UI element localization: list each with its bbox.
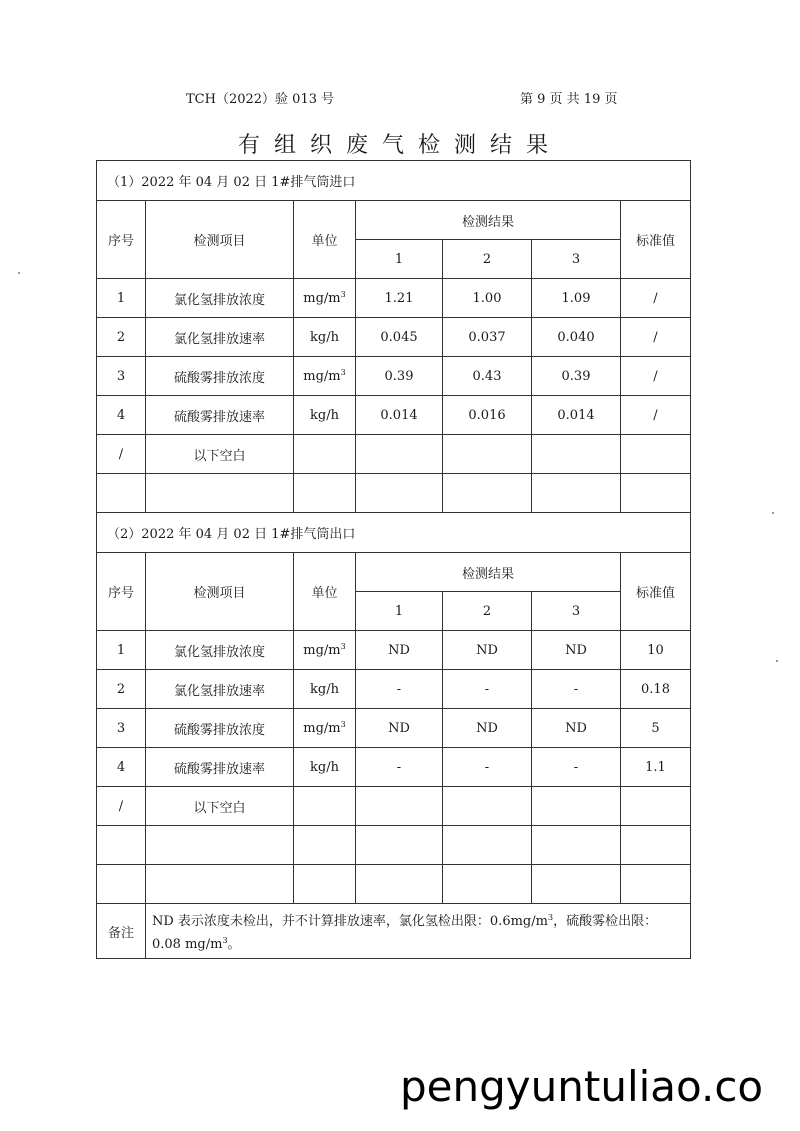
row-unit: $mg/m^3$	[294, 279, 356, 318]
row-result-1	[356, 435, 443, 474]
outlet-header-row	[97, 553, 691, 592]
outlet-caption: （2）2022 年 04 月 02 日 1#排气筒出口	[97, 513, 691, 553]
row-result-3	[532, 435, 621, 474]
row-result-2: -	[443, 670, 532, 709]
row-unit: $mg/m^3$	[294, 357, 356, 396]
row-standard: /	[621, 357, 691, 396]
row-standard: 5	[621, 709, 691, 748]
table-row	[97, 748, 691, 787]
table-row	[97, 631, 691, 670]
row-seq: /	[97, 435, 146, 474]
row-seq: 4	[97, 396, 146, 435]
row-standard	[621, 435, 691, 474]
row-unit: kg/h	[294, 670, 356, 709]
table-row	[97, 396, 691, 435]
table-row	[97, 787, 691, 826]
header-unit: 单位	[294, 553, 356, 631]
row-seq: 1	[97, 279, 146, 318]
row-item: 氯化氢排放浓度	[146, 279, 294, 318]
row-seq: 4	[97, 748, 146, 787]
empty-row	[97, 865, 691, 904]
row-unit: kg/h	[294, 396, 356, 435]
row-item: 氯化氢排放速率	[146, 670, 294, 709]
remarks-label: 备注	[97, 904, 146, 959]
row-unit: $mg/m^3$	[294, 631, 356, 670]
header-seq: 序号	[97, 553, 146, 631]
row-result-1: -	[356, 748, 443, 787]
row-seq: 2	[97, 670, 146, 709]
row-result-2: 0.43	[443, 357, 532, 396]
table-row	[97, 709, 691, 748]
header-standard: 标准值	[621, 201, 691, 279]
row-standard: 1.1	[621, 748, 691, 787]
header-results: 检测结果	[356, 201, 621, 240]
row-standard: 0.18	[621, 670, 691, 709]
row-item: 以下空白	[146, 787, 294, 826]
row-result-2: 1.00	[443, 279, 532, 318]
row-item: 硫酸雾排放速率	[146, 396, 294, 435]
table-row	[97, 279, 691, 318]
row-result-2: ND	[443, 709, 532, 748]
scan-speck	[772, 512, 774, 514]
row-item: 硫酸雾排放浓度	[146, 709, 294, 748]
row-unit: $mg/m^3$	[294, 709, 356, 748]
header-item: 检测项目	[146, 201, 294, 279]
row-unit: kg/h	[294, 748, 356, 787]
results-table	[96, 160, 691, 959]
watermark: pengyuntuliao.co	[400, 1062, 764, 1111]
row-result-3: ND	[532, 709, 621, 748]
row-result-3: 0.040	[532, 318, 621, 357]
row-result-2	[443, 787, 532, 826]
row-result-2: ND	[443, 631, 532, 670]
row-result-2: -	[443, 748, 532, 787]
row-result-3: 0.014	[532, 396, 621, 435]
row-result-3: -	[532, 748, 621, 787]
inlet-caption: （1）2022 年 04 月 02 日 1#排气筒进口	[97, 161, 691, 201]
inlet-header-row	[97, 201, 691, 240]
row-standard: /	[621, 279, 691, 318]
row-seq: 3	[97, 709, 146, 748]
header-run-2: 2	[443, 592, 532, 631]
row-seq: 2	[97, 318, 146, 357]
table-row	[97, 318, 691, 357]
row-standard: 10	[621, 631, 691, 670]
row-result-3: 0.39	[532, 357, 621, 396]
header-seq: 序号	[97, 201, 146, 279]
row-result-1: 0.014	[356, 396, 443, 435]
header-standard: 标准值	[621, 553, 691, 631]
header-run-3: 3	[532, 592, 621, 631]
row-item: 硫酸雾排放速率	[146, 748, 294, 787]
row-result-3: ND	[532, 631, 621, 670]
row-seq: 1	[97, 631, 146, 670]
row-unit: kg/h	[294, 318, 356, 357]
row-standard: /	[621, 318, 691, 357]
row-result-1: -	[356, 670, 443, 709]
remarks-text: ND 表示浓度未检出，并不计算排放速率，氯化氢检出限：$0.6mg/m^3$，硫酸雾检出限：0.08 $mg/m^3$。	[146, 904, 691, 959]
header-run-2: 2	[443, 240, 532, 279]
outlet-caption-row	[97, 513, 691, 553]
header-run-1: 1	[356, 240, 443, 279]
table-row	[97, 670, 691, 709]
row-seq: /	[97, 787, 146, 826]
row-result-2: 0.016	[443, 396, 532, 435]
row-standard	[621, 787, 691, 826]
row-standard: /	[621, 396, 691, 435]
header-results: 检测结果	[356, 553, 621, 592]
row-item: 以下空白	[146, 435, 294, 474]
row-result-1: 0.045	[356, 318, 443, 357]
empty-row	[97, 826, 691, 865]
header-item: 检测项目	[146, 553, 294, 631]
remarks-row	[97, 904, 691, 959]
row-unit	[294, 435, 356, 474]
row-result-1: 1.21	[356, 279, 443, 318]
row-result-3: -	[532, 670, 621, 709]
row-seq: 3	[97, 357, 146, 396]
header-run-1: 1	[356, 592, 443, 631]
row-result-2	[443, 435, 532, 474]
row-item: 氯化氢排放速率	[146, 318, 294, 357]
header-unit: 单位	[294, 201, 356, 279]
row-result-1	[356, 787, 443, 826]
row-result-1: ND	[356, 709, 443, 748]
row-result-2: 0.037	[443, 318, 532, 357]
table-row	[97, 357, 691, 396]
report-number: TCH（2022）验 013 号	[186, 92, 335, 107]
page-title: 有组织废气检测结果	[237, 133, 562, 158]
row-result-3	[532, 787, 621, 826]
row-result-3: 1.09	[532, 279, 621, 318]
row-result-1: 0.39	[356, 357, 443, 396]
row-item: 氯化氢排放浓度	[146, 631, 294, 670]
table-row	[97, 435, 691, 474]
scan-speck	[18, 272, 20, 274]
inlet-caption-row	[97, 161, 691, 201]
row-result-1: ND	[356, 631, 443, 670]
empty-row	[97, 474, 691, 513]
header-run-3: 3	[532, 240, 621, 279]
page-indicator: 第 9 页 共 19 页	[520, 92, 618, 107]
row-item: 硫酸雾排放浓度	[146, 357, 294, 396]
row-unit	[294, 787, 356, 826]
scan-speck	[776, 660, 778, 662]
